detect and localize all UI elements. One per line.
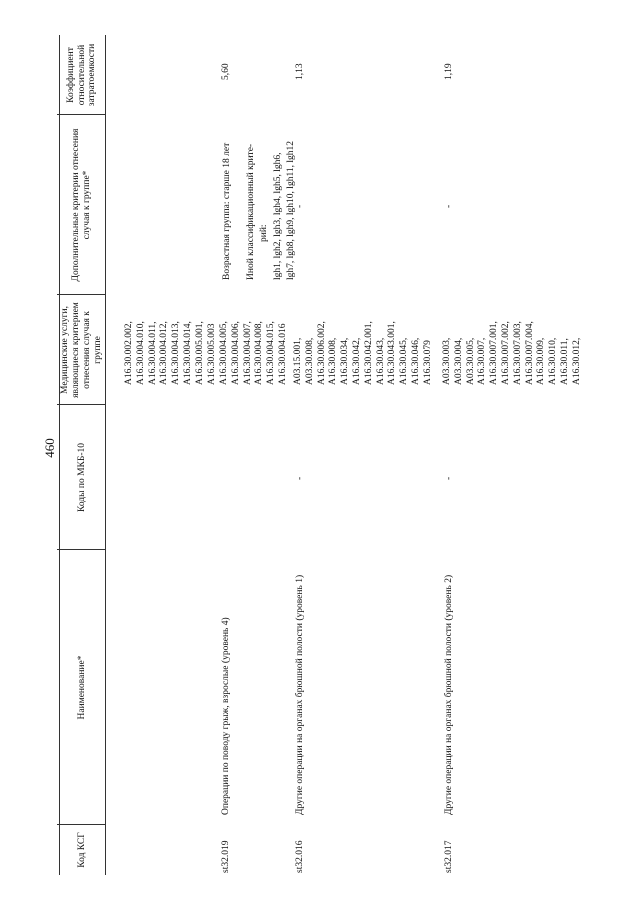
mkb-code: - <box>295 476 305 480</box>
service-code: A16.30.007.002, <box>500 321 511 385</box>
service-code: A16.30.004.016 <box>277 323 288 385</box>
service-code: A16.30.004.006, <box>230 321 241 385</box>
service-code: A16.30.005.001, <box>194 321 205 385</box>
continuation-services <box>124 321 218 385</box>
table-header-border <box>105 35 106 875</box>
service-code: A16.30.007.003, <box>512 321 523 385</box>
service-code: A03.30.008, <box>304 337 315 385</box>
criteria-line: lgh1, lgh2, lgh3, lgh4, lgh5, lgh6, <box>272 152 283 280</box>
service-code: A16.30.009, <box>536 337 547 385</box>
ksg-code: st32.019 <box>221 840 231 873</box>
service-code: A16.30.002.002, <box>124 321 134 385</box>
service-code: A03.30.003, <box>442 337 452 385</box>
header-criteria: Дополнительные критерии отнесения случая к группе* <box>71 128 92 282</box>
service-code: A16.30.007.001, <box>489 321 500 385</box>
header-name: Наименование* <box>76 655 87 720</box>
service-code: A03.15.001, <box>293 337 303 385</box>
service-code: A16.30.010, <box>548 337 559 385</box>
service-code: A16.30.004.011, <box>147 321 158 385</box>
header-services: Медицинские услуги, являющиеся критерием отнесения случая к группе <box>60 302 103 398</box>
page-number: 460 <box>42 438 57 458</box>
criteria-line: Возрастная группа: старше 18 лет <box>222 142 232 280</box>
services-list <box>442 321 584 385</box>
header-code: Код КСГ <box>76 832 87 868</box>
coefficient: 1,19 <box>444 63 454 80</box>
service-code: A03.30.004, <box>453 337 464 385</box>
coefficient: 1,13 <box>295 63 305 80</box>
service-code: A16.30.034, <box>340 337 351 385</box>
criteria-value: - <box>295 204 305 208</box>
service-code: A16.30.004.014, <box>182 321 193 385</box>
ksg-name: Другие операции на органах брюшной полости (уровень 1) <box>295 574 305 815</box>
service-code: A03.30.005, <box>465 337 476 385</box>
service-code: A16.30.004.015, <box>266 321 277 385</box>
header-mkb: Коды по МКБ-10 <box>76 442 87 513</box>
service-code: A16.30.008, <box>328 337 339 385</box>
service-code: A16.30.079 <box>422 340 433 385</box>
service-code: A16.30.011, <box>559 338 570 385</box>
service-code: A16.30.042, <box>351 337 362 385</box>
coefficient: 5,60 <box>221 63 231 80</box>
service-code: A16.30.004.013, <box>171 321 182 385</box>
criteria-line: рий: <box>259 224 269 242</box>
services-list <box>293 321 435 385</box>
ksg-name: Операции по поводу грыж, взрослые (уровень 4) <box>221 617 231 815</box>
service-code: A16.30.043.001, <box>387 321 398 385</box>
ksg-code: st32.016 <box>295 840 305 873</box>
service-code: A16.30.004.005, <box>219 321 229 385</box>
header-coefficient: Коэффициент относительной затратоемкости <box>65 43 98 107</box>
ksg-name: Другие операции на органах брюшной полости (уровень 2) <box>444 574 454 815</box>
service-code: A16.30.042.001, <box>363 321 374 385</box>
service-code: A16.30.006.002, <box>316 321 327 385</box>
service-code: A16.30.007, <box>477 337 488 385</box>
service-code: A16.30.004.007, <box>242 321 253 385</box>
criteria-line: Иной классификационный крите- <box>245 143 256 280</box>
service-code: A16.30.004.010, <box>135 321 146 385</box>
service-code: A16.30.012, <box>571 337 582 385</box>
service-code: A16.30.005.003 <box>206 323 217 385</box>
service-code: A16.30.043, <box>375 337 386 385</box>
services-list <box>219 321 290 385</box>
service-code: A16.30.004.012, <box>159 321 170 385</box>
ksg-table <box>57 35 622 875</box>
criteria-list <box>221 141 299 280</box>
service-code: A16.30.046, <box>410 337 421 385</box>
ksg-code: st32.017 <box>444 840 454 873</box>
mkb-code: - <box>444 476 454 480</box>
service-code: A16.30.004.008, <box>254 321 265 385</box>
service-code: A16.30.007.004, <box>524 321 535 385</box>
service-code: A16.30.045, <box>399 337 410 385</box>
criteria-line: lgh7, lgh8, lgh9, lgh10, lgh11, lgh12 <box>286 141 296 280</box>
criteria-value: - <box>444 204 454 208</box>
